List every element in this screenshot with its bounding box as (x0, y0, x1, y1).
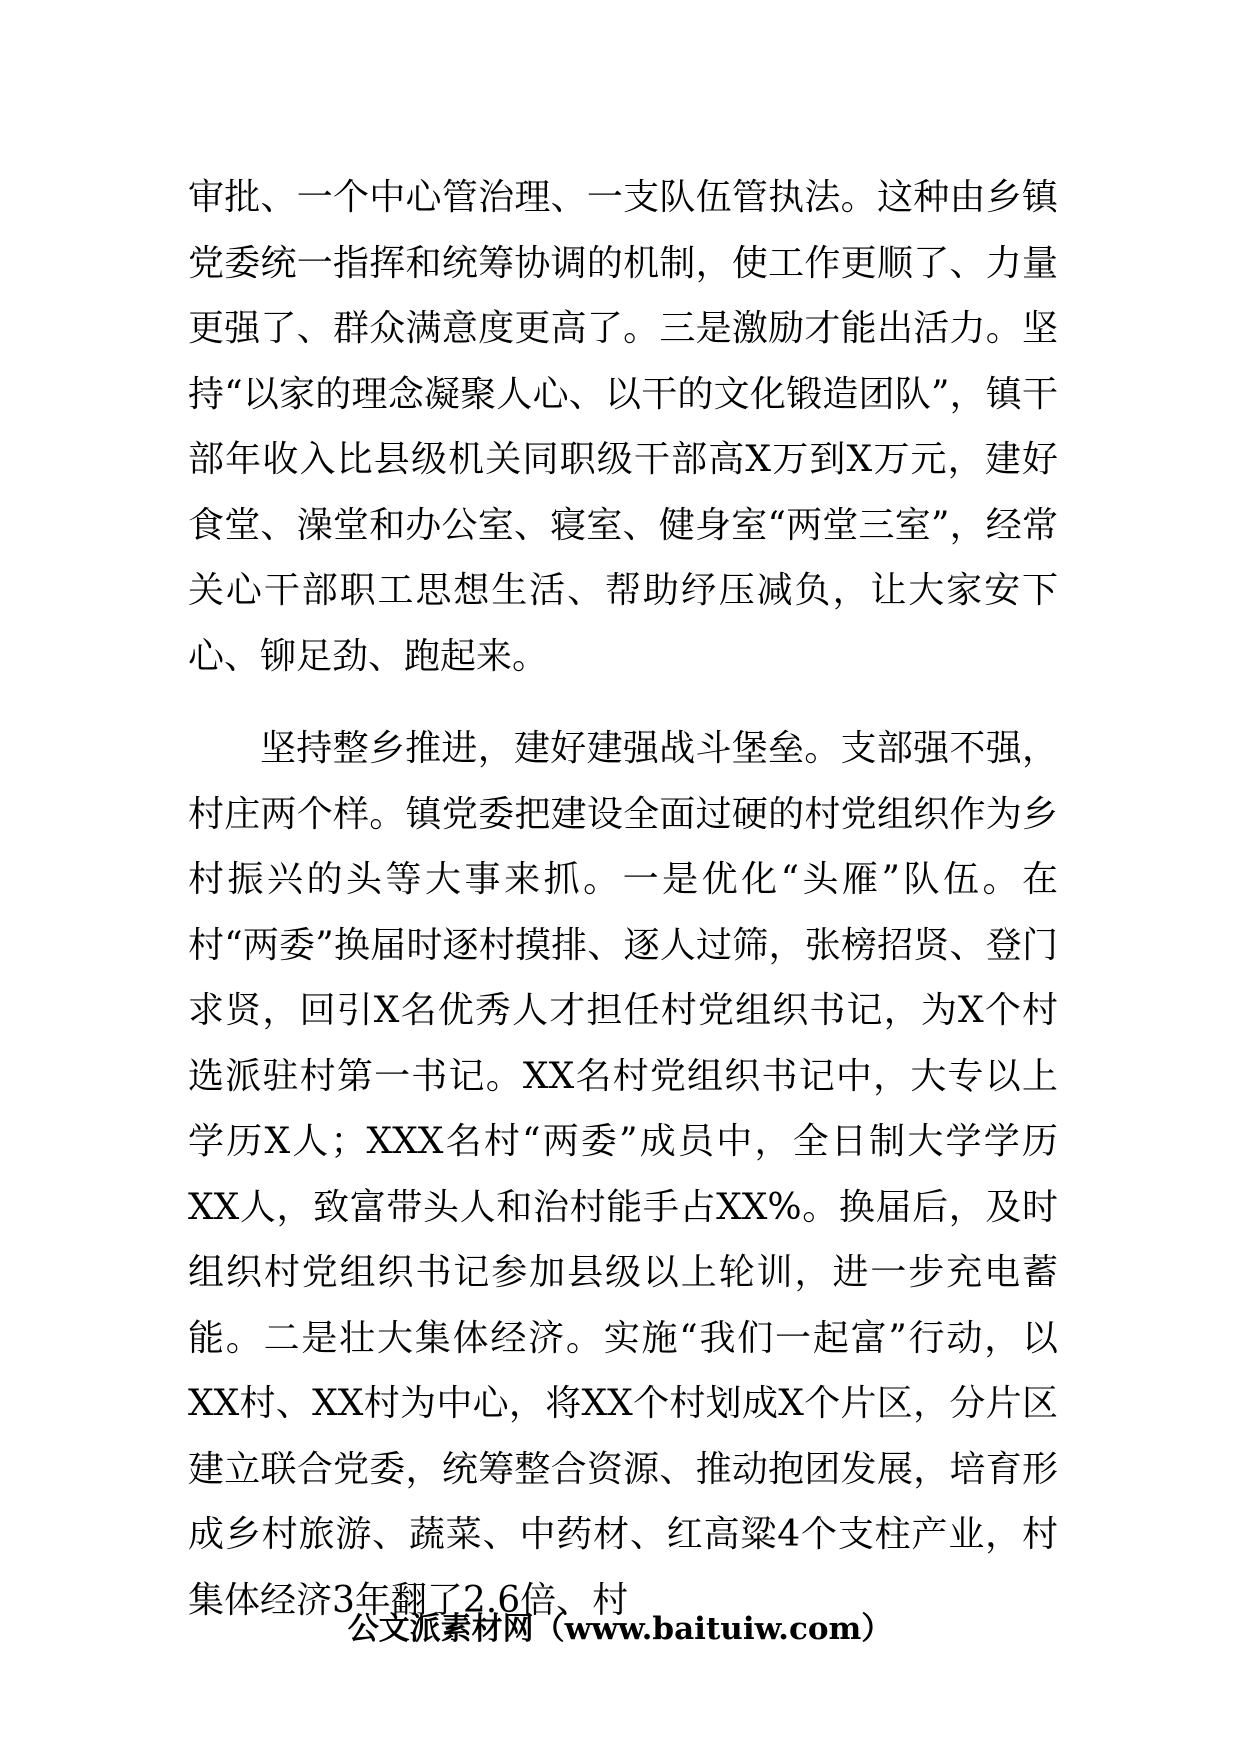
paragraph-2: 坚持整乡推进，建好建强战斗堡垒。支部强不强，村庄两个样。镇党委把建设全面过硬的村党组织作为乡村振兴的头等大事来抓。一是优化“头雁”队伍。在村“两委”换届时逐村摸排、逐人过筛，张榜招贤、登门求贤，回引X名优秀人才担任村党组织书记，为X个村选派驻村第一书记。XX名村党组织书记中，大专以上学历X人；XXX名村“两委”成员中，全日制大学学历XX人，致富带头人和治村能手占XX%。换届后，及时组织村党组织书记参加县级以上轮训，进一步充电蓄能。二是壮大集体经济。实施“我们一起富”行动，以XX村、XX村为中心，将XX个村划成X个片区，分片区建立联合党委，统筹整合资源、推动抱团发展，培育形成乡村旅游、蔬菜、中药材、红高粱4个支柱产业，村集体经济3年翻了2.6倍、村 (188, 728, 1058, 1621)
paragraph-1: 审批、一个中心管治理、一支队伍管执法。这种由乡镇党委统一指挥和统筹协调的机制，使工作更顺了、力量更强了、群众满意度更高了。三是激励才能出活力。坚持“以家的理念凝聚人心、以干的文化锻造团队”，镇干部年收入比县级机关同职级干部高X万到X万元，建好食堂、澡堂和办公室、寝室、健身室“两堂三室”，经常关心干部职工思想生活、帮助纾压减负，让大家安下心、铆足劲、跑起来。 (188, 177, 1058, 677)
document-body (188, 165, 1058, 1633)
page-footer-watermark: 公文派素材网（www.baituiw.com） (347, 1611, 893, 1647)
